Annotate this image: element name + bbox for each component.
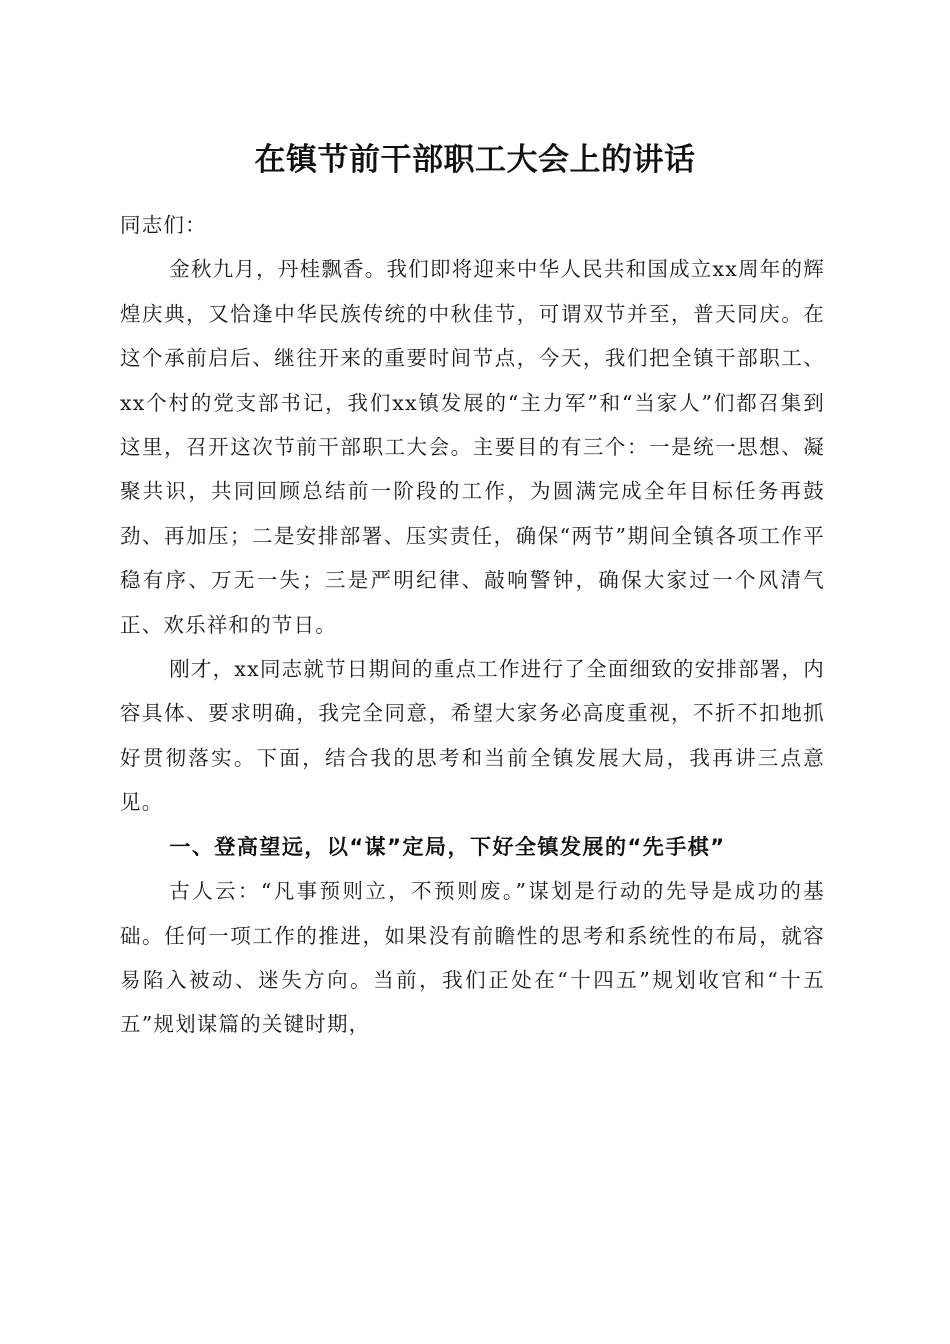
paragraph-opening: 金秋九月，丹桂飘香。我们即将迎来中华人民共和国成立xx周年的辉煌庆典，又恰逢中华民族传统的中秋佳节，可谓双节并至，普天同庆。在这个承前启后、继往开来的重要时间节点，今天，我们把全镇干部职工、xx个村的党支部书记，我们xx镇发展的“主力军”和“当家人”们都召集到这里，召开这次节前干部职工大会。主要目的有三个：一是统一思想、凝聚共识，共同回顾总结前一阶段的工作，为圆满完成全年目标任务再鼓劲、再加压；二是安排部署、压实责任，确保“两节”期间全镇各项工作平稳有序、万无一失；三是严明纪律、敲响警钟，确保大家过一个风清气正、欢乐祥和的节日。 [120,257,825,637]
document-title: 在镇节前干部职工大会上的讲话 [254,142,696,178]
section-paragraph: 古人云：“凡事预则立，不预则废。”谋划是行动的先导是成功的基础。任何一项工作的推进，如果没有前瞻性的思考和系统性的布局，就容易陷入被动、迷失方向。当前，我们正处在“十四五”规划收官和“十五五”规划谋篇的关键时期， [120,879,825,1037]
document-body [120,203,825,1047]
section-heading: 一、登高望远，以“谋”定局，下好全镇发展的“先手棋” [169,834,726,859]
salutation: 同志们： [120,213,207,237]
paragraph-arrangement: 刚才，xx同志就节日期间的重点工作进行了全面细致的安排部署，内容具体、要求明确，我完全同意，希望大家务必高度重视，不折不扣地抓好贯彻落实。下面，结合我的思考和当前全镇发展大局，我再讲三点意见。 [120,657,825,815]
